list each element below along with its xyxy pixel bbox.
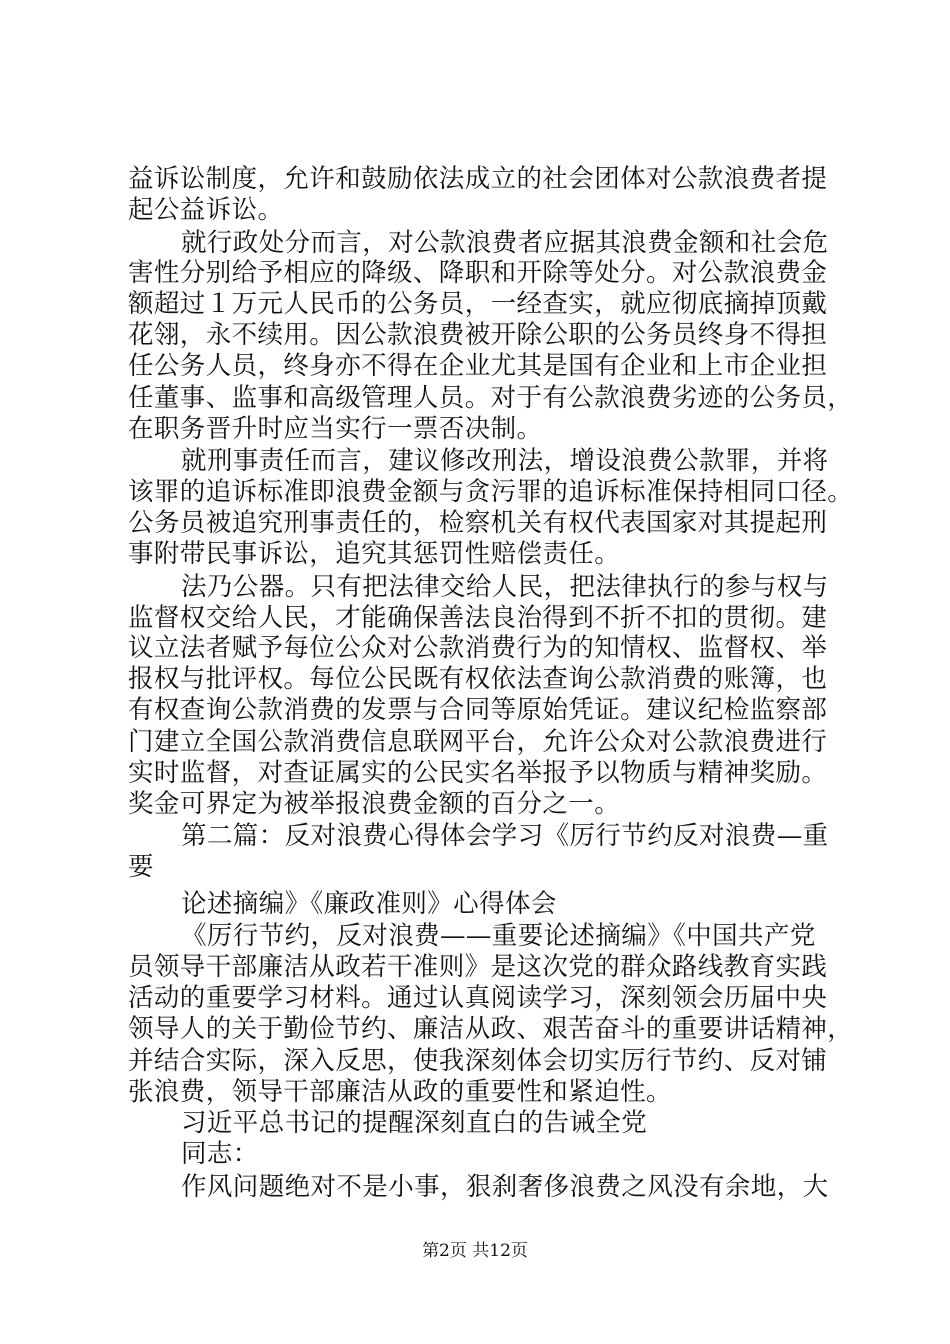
text-line: 花翎，永不续用。因公款浪费被开除公职的公务员终身不得担	[128, 320, 828, 350]
text-line: 《厉行节约，反对浪费——重要论述摘编》《中国共产党	[181, 921, 816, 951]
section-heading: 论述摘编》《廉政准则》心得体会	[181, 889, 557, 919]
text-line: 法乃公器。只有把法律交给人民，把法律执行的参与权与	[181, 572, 829, 602]
page-footer: 第2页 共12页	[422, 1241, 528, 1261]
text-line: 门建立全国公款消费信息联网平台，允许公众对公款浪费进行	[128, 727, 828, 757]
text-line: 益诉讼制度，允许和鼓励依法成立的社会团体对公款浪费者提	[128, 164, 828, 194]
text-line: 害性分别给予相应的降级、降职和开除等处分。对公款浪费金	[128, 258, 828, 288]
text-line: 该罪的追诉标准即浪费金额与贪污罪的追诉标准保持相同口径。	[128, 477, 854, 507]
text-line: 任公务人员，终身亦不得在企业尤其是国有企业和上市企业担	[128, 351, 828, 381]
text-line: 同志：	[181, 1139, 259, 1169]
text-line: 作风问题绝对不是小事，狠刹奢侈浪费之风没有余地，大	[181, 1172, 829, 1202]
text-line: 实时监督，对查证属实的公民实名举报予以物质与精神奖励。	[128, 758, 828, 788]
text-line: 就行政处分而言，对公款浪费者应据其浪费金额和社会危	[181, 228, 829, 258]
text-line: 起公益诉讼。	[128, 195, 284, 225]
text-line: 并结合实际，深入反思，使我深刻体会切实厉行节约、反对铺	[128, 1046, 828, 1076]
text-line: 议立法者赋予每位公众对公款消费行为的知情权、监督权、举	[128, 633, 828, 663]
text-line: 员领导干部廉洁从政若干准则》是这次党的群众路线教育实践	[128, 952, 828, 982]
section-heading: 第二篇：反对浪费心得体会学习《厉行节约反对浪费—重	[181, 821, 829, 851]
text-line: 领导人的关于勤俭节约、廉洁从政、艰苦奋斗的重要讲话精神，	[128, 1014, 854, 1044]
text-line: 有权查询公款消费的发票与合同等原始凭证。建议纪检监察部	[128, 695, 828, 725]
text-line: 活动的重要学习材料。通过认真阅读学习，深刻领会历届中央	[128, 983, 828, 1013]
text-line: 习近平总书记的提醒深刻直白的告诫全党	[181, 1108, 648, 1138]
text-line: 报权与批评权。每位公民既有权依法查询公款消费的账簿，也	[128, 664, 828, 694]
text-line: 额超过１万元人民币的公务员，一经查实，就应彻底摘掉顶戴	[128, 289, 828, 319]
section-heading: 要	[128, 852, 154, 882]
text-line: 就刑事责任而言，建议修改刑法，增设浪费公款罪，并将	[181, 446, 829, 476]
text-line: 事附带民事诉讼，追究其惩罚性赔偿责任。	[128, 539, 621, 569]
text-line: 公务员被追究刑事责任的，检察机关有权代表国家对其提起刑	[128, 508, 828, 538]
text-line: 奖金可界定为被举报浪费金额的百分之一。	[128, 789, 621, 819]
text-line: 监督权交给人民，才能确保善法良治得到不折不扣的贯彻。建	[128, 603, 828, 633]
text-line: 在职务晋升时应当实行一票否决制。	[128, 414, 543, 444]
text-line: 张浪费，领导干部廉洁从政的重要性和紧迫性。	[128, 1077, 672, 1107]
text-line: 任董事、监事和高级管理人员。对于有公款浪费劣迹的公务员，	[128, 383, 854, 413]
